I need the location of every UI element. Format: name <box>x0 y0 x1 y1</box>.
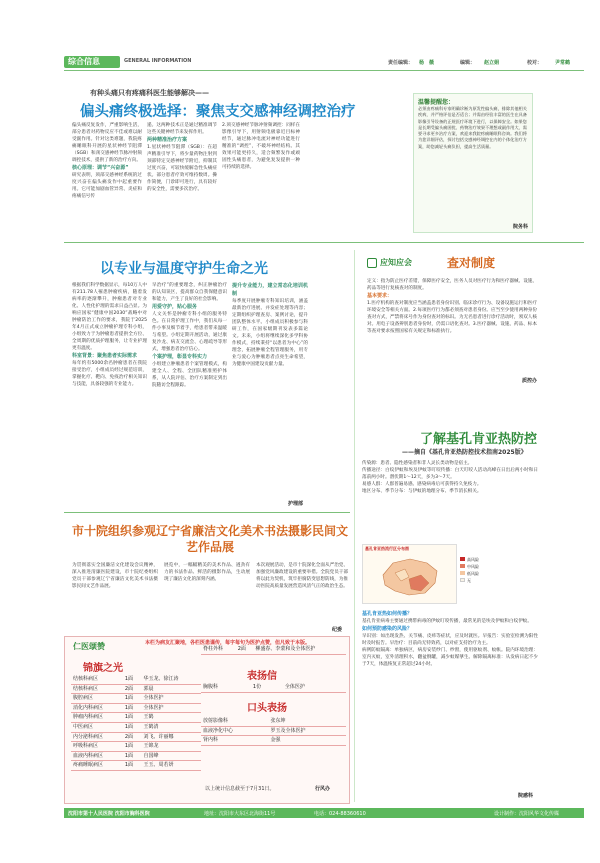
article2-col3 <box>232 282 308 497</box>
footer-phone: 电话：024-88360610 <box>314 811 366 817</box>
honor-table-letter <box>201 683 346 693</box>
article5-byline: 纪委 <box>332 627 343 633</box>
table-cell: 肾内科 <box>201 736 269 746</box>
article1-col1-text: 偏头痛反复发作，严重影响生活，部分患者对药物反应不佳或难以耐受副作用。针对这类难题，我院疼痛睡眠科开展的星状神经节阻滞（SGB）和颈交感神经节脉冲射频调控技术，提供了新的治疗方向。 <box>72 123 142 163</box>
table-row <box>71 722 201 732</box>
honor-board2-title: 表扬信 <box>247 671 277 682</box>
article1-kicker: 有种头痛只有疼痛科医生能够解决—— <box>90 89 209 97</box>
table-cell: 1面 <box>123 703 142 713</box>
article4-p6-subhead: 如何预防感染的风险？ <box>362 626 413 632</box>
china-map-icon <box>375 555 445 599</box>
legend-item-low: 低风险 <box>460 570 500 577</box>
article3-body <box>367 278 537 370</box>
article5-title: 市十院组织参观辽宁省廉洁文化美术书法摄影民间文艺作品展 <box>72 524 349 554</box>
table-row <box>201 717 346 726</box>
article1-col1-subhead: 核心原理：调节“兴奋源” <box>72 165 129 171</box>
article4-p6: 早识别：如出现发热、关节痛、皮疹等症状，应及时就医。早报告：实验室检测为阳性时及时报告。早治疗：目前尚无特效药，以对症支持治疗为主。 <box>362 634 538 646</box>
table-cell: 1份 <box>251 683 283 692</box>
article1-sidebar <box>413 93 533 233</box>
header-divider <box>64 70 584 71</box>
honor-board3-title: 口头表扬 <box>247 703 287 714</box>
honor-table-left <box>71 675 201 771</box>
proof-name: 尹常鹤 <box>555 60 571 66</box>
vertical-divider <box>354 250 355 802</box>
table-cell: 王鹤清 <box>141 722 201 732</box>
article2-col2-subhead: 用爱守护，贴心服务 <box>152 304 198 310</box>
article1-col2b-text: 1.星状神经节阻滞（SGB）：在超声精准引导下，将少量药物注射到颈部特定交感神经节附近，抑制其过度兴奋，可较快缓解急性头痛症状。部分患者疗效可维持数周。操作简便，门诊即可进行，具有较好的安全性，需要多次治疗。 <box>147 145 217 192</box>
table-cell: 1面 <box>123 713 142 723</box>
table-cell: 王玉、周若妍 <box>141 761 201 771</box>
table-cell: 2面 <box>123 684 142 694</box>
legend-item-mid: 中风险 <box>460 563 500 570</box>
footer-left: 沈阳市第十人民医院 沈阳市胸科医院 <box>68 811 150 817</box>
article4-byline: 院感科 <box>518 793 534 799</box>
article1-col2 <box>147 122 217 235</box>
article5-col3: 本次观展活动，是市十院深化全面从严治党、加强党风廉政建设的重要举措。全院党员干部将以此为契机，筑牢拒腐防变思想防线，为推动医院高质量发展营造风清气正的政治生态。 <box>256 563 348 589</box>
table-row <box>201 736 346 746</box>
divider-2 <box>64 512 350 513</box>
honor-section <box>64 636 350 804</box>
table-cell: 张东坤 <box>269 717 346 726</box>
table-cell: 疼痛睡眠病区 <box>71 761 123 771</box>
proof-label: 校对： <box>527 60 543 66</box>
table-row <box>71 732 201 742</box>
table-cell: 2面 <box>236 645 254 654</box>
table-cell: 金强 <box>269 736 346 746</box>
editor-name: 杨 薇 <box>419 60 435 66</box>
article4-body <box>362 460 538 540</box>
article2-col2-subhead2: 个案护理，彰显专科实力 <box>152 354 208 360</box>
section-title: 综合信息 <box>68 57 100 66</box>
article4-body2 <box>362 610 538 760</box>
article2-col1-subhead: 科室背景：聚焦患者实际需求 <box>72 353 138 359</box>
article2-byline: 护理部 <box>288 501 304 507</box>
article1-col1b-text: 研究表明，颈部交感神经系统的过度兴奋在偏头痛发作中起重要作用。它可能加剧血管异常、炎症和疼痛信号传 <box>72 173 142 199</box>
article3-icon <box>367 258 377 268</box>
table-row <box>71 713 201 723</box>
article2-col2b-text: 人文关怀是肿瘤专科小组的服务特色。在日常护理工作中，我们从每一件小事及细节着手，给患者带来温暖与希望。小组定期开展活动，通过康复沙龙、病友交流会、心理疏导等形式，增强患者治疗信心。 <box>152 312 227 352</box>
article5-col2: 展览中，一幅幅精美的美术作品、遒劲有力的书法作品、鲜活的摄影作品，生动展现了廉洁文化的深刻内涵。 <box>164 563 250 582</box>
table-cell: 结核科病区 <box>71 675 123 684</box>
table-cell: 华玉龙、徐江涛 <box>141 675 201 684</box>
honor-banner: 本栏为病友汇聚地，各栏医患谨传，每字每句为医护点赞，但凡致于本版。 <box>145 640 311 646</box>
article2-col2 <box>152 282 227 507</box>
header-bar <box>64 56 584 68</box>
legend-item-high: 高风险 <box>460 556 500 563</box>
table-cell: 全体医护 <box>141 694 201 704</box>
table-cell: 王锦龙 <box>141 742 201 752</box>
article1-title: 偏头痛终极选择：聚焦支交感神经调控治疗 <box>80 104 356 120</box>
table-cell: 1面 <box>123 675 142 684</box>
editor2-name: 赵立娟 <box>484 60 500 66</box>
table-cell: 脊柱外科 <box>201 645 236 654</box>
divider-1 <box>64 242 584 243</box>
editor2-label: 编辑： <box>460 60 476 66</box>
article2-col1 <box>72 282 147 507</box>
article4-title: 了解基孔肯亚热防控 <box>420 432 538 447</box>
table-cell: 呼吸科病区 <box>71 742 123 752</box>
article4-legend <box>460 556 500 584</box>
article1-byline: 院务科 <box>512 224 528 230</box>
article4-p5: 基孔肯亚病毒主要通过携带病毒的伊蚊叮咬传播，最常见的是埃及伊蚊和白纹伊蚊。 <box>362 619 532 624</box>
table-row <box>71 742 201 752</box>
article2-col3-subhead: 提升专业能力，建立常态化培训机制 <box>232 283 308 297</box>
section-title-en: GENERAL INFORMATION <box>124 58 192 64</box>
article2-col3-text: 每季度开展肿瘤专科知识培训，涵盖最新治疗进展、并发症处理等内容；定期组织护理查房、案例讨论，提升团队整体水平。小组成员积极参与科研工作，在国家级期刊发表多篇论文。未来，小组将继续深化多学科协作模式，持续秉持“以患者为中心”的理念，拓展肿瘤全程管理服务，用专业与爱心为肿瘤患者点亮生命希望，为健康中国建设贡献力量。 <box>232 299 308 367</box>
table-cell: 放射影像科 <box>201 717 269 726</box>
footer-address: 地址：沈阳市大东区北海街11号 <box>204 811 276 817</box>
article4-p5-subhead: 基孔肯亚热如何传播？ <box>362 611 413 617</box>
table-cell: 1面 <box>123 761 142 771</box>
table-cell: 结核科病区 <box>71 684 123 694</box>
article4-p2: 传播途径：白纹伊蚊和埃及伊蚊等叮咬传播：白天叮咬人活动高峰在日出后两小时和日落前两小时。潜伏期1～12天，多为3～7天。 <box>362 468 538 480</box>
article1-sidebar-text: 必须由疼痛科专家明确诊断为原发性偏头痛，排除其他相关疾病，并严格评估是否适合；并需由经验丰富的医生在具备影像引导设备的正规医疗环境下进行，以保障安全。如果您是长期受偏头痛困扰、药物治疗效果不理想或副作用大、需要寻求更多治疗方案，欢迎来我院疼痛睡眠科咨询。我们将为您详细评估，探讨包括交感神经调控在内的个体化治疗方案，助您减轻头痛负担，提高生活质量。 <box>418 106 527 149</box>
table-cell: 郭晨 <box>141 684 201 694</box>
footer-bar <box>64 808 584 818</box>
table-cell: 自国峰 <box>141 751 201 761</box>
honor-table-right-top <box>201 645 346 655</box>
table-cell: 罗玉及全体医护 <box>269 726 346 736</box>
article1-col2-subhead: 两种精准治疗方案 <box>147 137 188 143</box>
article3-p2: 1.医疗机构的查对制度应当涵盖患者身份识别、临床诊疗行为、设备设施运行和医疗环境安全等相关方面。2.每项医疗行为都必须查对患者身份。应当至少使用两种身份查对方式，严禁将床号作为身份查对的标识。为无名患者进行诊疗活动时，须双人核对。用电子设备辨别患者身份时，仍需口语化查对。3.医疗器械、设施、药品、标本等查对要求按照国家有关规定和标准执行。 <box>367 301 537 334</box>
article4-p7: 病例防蚊隔离：单独病区，病房安装纱门、纱窗，使用驱蚊剂、蚊帐。院内环境治理：室内灭蚊，室外清理积水，翻盆倒罐，减少蚊媒孳生。解除隔离标准：从发病日起不少于7天，体温恢复正常超过24小时。 <box>362 648 538 667</box>
article2-col1-text: 根据我们科学数据显示，每10万人中有211.78人罹患肿瘤疾病，随着发病率的逐渐攀升，肿瘤患者对专业化、人性化护理的需求日益凸显。为响应国家“健康中国2030”战略中对肿瘤防治工作的要求，我院于2025年4月正式成立肿瘤护理专科小组，小组致力于为肿瘤患者提供全方位、全周期的优质护理服务，让专业护理更有温度。 <box>72 283 147 351</box>
honor-section-label: 仁医颂赞 <box>73 642 105 651</box>
honor-table-oral <box>201 717 346 746</box>
table-cell: 1面 <box>123 751 142 761</box>
article4-p4: 地区分布、季节分布：与伊蚊的地理分布、季节消长相关。 <box>362 489 482 494</box>
table-cell: 全体医护 <box>141 703 201 713</box>
article3-p1: 定义：指为防止医疗差错，保障医疗安全，医务人员对医疗行为和医疗器械、设施、药品等进行复核查对的制度。 <box>367 279 537 291</box>
table-cell: 刘飞、许丽娜 <box>141 732 201 742</box>
table-row <box>71 675 201 684</box>
article3-title: 查对制度 <box>447 256 496 270</box>
editor-label: 责任编辑： <box>388 60 414 66</box>
table-row <box>201 683 346 692</box>
table-cell: 血液内科病区 <box>71 751 123 761</box>
article4-subtitle: ——摘自《基孔肯亚热防控技术指南2025版》 <box>402 449 527 456</box>
table-cell: 胸腹科 <box>201 683 251 692</box>
table-row <box>71 751 201 761</box>
article4-map-title: 基孔肯亚热流行区分布图 <box>365 546 409 551</box>
table-row <box>71 703 201 713</box>
table-cell: 1面 <box>123 694 142 704</box>
table-cell: 中医病区 <box>71 722 123 732</box>
article3-byline: 质控办 <box>521 378 537 384</box>
honor-byline: 行风办 <box>315 786 331 792</box>
footer-design: 设计制作：沈阳风华文化传媒 <box>494 811 560 817</box>
table-cell: 消化内科病区 <box>71 703 123 713</box>
article2-col2c-text: 小组建立肿瘤患者个案管理模式，构建全人、全程、全团队精准照护体系，从人院评估、治疗方案制定到出院随访全程跟踪。 <box>152 362 227 388</box>
table-row <box>201 726 346 736</box>
table-cell: 1面 <box>123 742 142 752</box>
article3-box <box>367 256 537 384</box>
article2-col1b-text: 每年约有5000余名肿瘤患者在我院接受治疗，小组成员经过规范培训，掌握化疗、靶向、免疫治疗相关知识与技能，具备较强的专业能力。 <box>72 361 147 387</box>
table-cell: 腹腔病区 <box>71 694 123 704</box>
table-row <box>71 684 201 694</box>
table-row <box>71 761 201 771</box>
table-cell: 1面 <box>123 722 142 732</box>
article4-map <box>362 544 457 604</box>
table-cell: 2面 <box>123 732 142 742</box>
article2-col2-text: 早治疗”的重要理念，纠正肿瘤治疗的认知误区，提高群众自我保健意识和能力，产生了良好的社会影响。 <box>152 283 227 302</box>
article4-p1: 传染源：患者、隐性感染者和非人灵长类动物是宿主。 <box>362 461 473 466</box>
article2-title: 以专业与温度守护生命之光 <box>100 261 268 277</box>
article4-p3: 易感人群：人群普遍易感。感染病毒后可获得持久免疫力。 <box>362 482 482 487</box>
article3-kicker: 应知应会 <box>380 258 412 267</box>
honor-board1-title: 锦旗之光 <box>83 663 123 674</box>
honor-note: 以上统计信息截至于7月31日。 <box>205 786 275 792</box>
table-cell: 血液净化中心 <box>201 726 269 736</box>
table-cell: 全体医护 <box>283 683 346 692</box>
article5-col1: 为贯彻落实全国廉洁文化建设会议精神，深入推进清廉医院建设，市十院纪委组织党员干部参观辽宁省廉洁文化美术书法摄影民间文艺作品展。 <box>72 563 158 589</box>
article1-col1 <box>72 122 142 235</box>
table-row <box>71 694 201 704</box>
legend-item-none: 无 <box>460 577 500 584</box>
article1-col3: 2.颈交感神经节脉冲射频调控：同样在影像引导下，用射频电极靠近目标神经节，通过脉冲电流对神经功能进行精准的“调控”，不破坏神经结构。其效果可能更持久，适合频繁发作或顽固性头痛患者，为避免复发提供一种可持续的选择。 <box>222 123 300 170</box>
article1-col2-text: 递。这两种技术正是通过精准调节这些关键神经节来发挥作用。 <box>147 123 217 135</box>
article1-sidebar-tag: 温馨提醒您： <box>418 99 455 106</box>
table-row <box>201 645 346 654</box>
article3-subhead: 基本要求： <box>367 293 393 299</box>
table-cell: 内分泌科病区 <box>71 732 123 742</box>
table-cell: 柳盛春、李蒙和及全体医护 <box>253 645 346 654</box>
table-cell: 肿瘤内科病区 <box>71 713 123 723</box>
table-cell: 王鹤 <box>141 713 201 723</box>
